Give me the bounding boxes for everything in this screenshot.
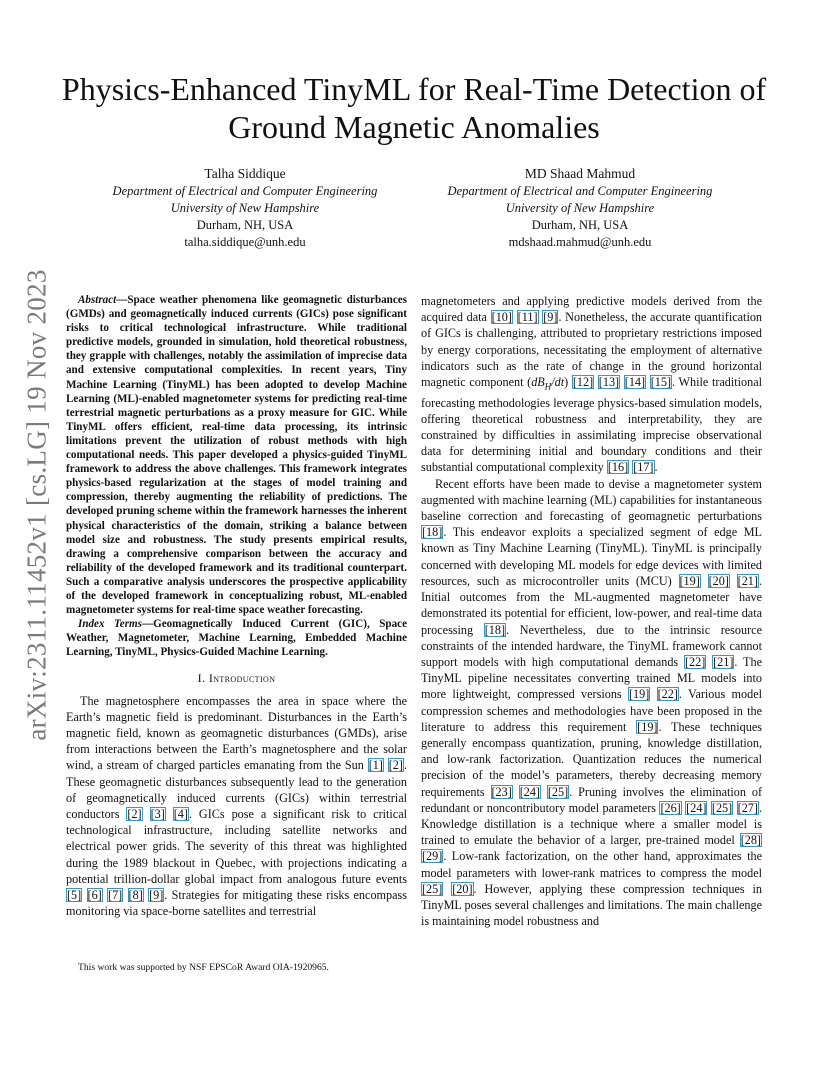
funding-footnote: This work was supported by NSF EPSCoR Award OIA-1920965.: [78, 962, 329, 973]
citation-link[interactable]: [2]: [127, 807, 142, 822]
citation-link[interactable]: [3]: [150, 807, 165, 822]
text-run: [166, 807, 173, 821]
citation-link[interactable]: [14]: [624, 375, 646, 390]
citation-link[interactable]: [15]: [650, 375, 672, 390]
author-university: University of New Hampshire: [505, 201, 655, 215]
text-run: . However, applying these compression techniques in TinyML poses several challenges and limitations. The main challenge is maintaining model robustness and: [421, 881, 762, 929]
citation-link[interactable]: [23]: [491, 784, 512, 799]
text-run: [541, 785, 547, 799]
author-department: Department of Electrical and Computer Engineering: [112, 184, 378, 198]
text-run: . GICs pose a significant risk to critical technological infrastructure, including satellite networks and electrical power grids. The severity of this threat was highlighted during the 1989 blackout in Quebec, with projections indicating a potential trillion-dollar global impact from analogous future events: [66, 807, 408, 886]
citation-link[interactable]: [11]: [517, 310, 538, 325]
text-run: . Nonetheless, the accurate quantification of GICs is challenging, attributed to proprietary restrictions imposed by energy corporations, necessitating the employment of alternative indicators such as the rate of change in the ground horizontal magnetic component (: [421, 310, 763, 390]
text-run: [513, 785, 519, 799]
section-heading: [66, 670, 407, 686]
math-symbol: dB: [531, 375, 545, 390]
citation-link[interactable]: [20]: [708, 573, 729, 588]
citation-link[interactable]: [10]: [491, 310, 512, 325]
citation-link[interactable]: [18]: [422, 525, 443, 540]
text-run: . While traditional forecasting methodologies leverage physics-based simulation models, offering theoretical robustness and interpretability, they are constrained by difficulties in assimilating imprecise observational data for determining initial and boundary conditions and their substantial computational complexity: [421, 375, 763, 475]
citation-link[interactable]: [7]: [108, 888, 123, 903]
citation-link[interactable]: [6]: [87, 888, 102, 903]
text-run: . These geomagnetic disturbances subsequently lead to the generation of geomagnetically induced currents (GICs) within terrestrial conductors: [66, 758, 407, 822]
section-title: Introduction: [208, 671, 276, 686]
citation-link[interactable]: [1]: [368, 758, 383, 773]
text-run: . This endeavor exploits a specialized segment of edge ML known as Tiny Machine Learning (TinyML). TinyML is principally concerned with developing ML models for edge devices with limited resources, such as microcontroller units (MCU): [421, 525, 762, 588]
citation-link[interactable]: [4]: [173, 807, 188, 822]
citation-link[interactable]: [24]: [686, 800, 707, 815]
author-name: Talha Siddique: [204, 166, 286, 181]
author-email[interactable]: talha.siddique@unh.edu: [184, 235, 306, 249]
text-run: . Pruning involves the elimination of redundant or noncontributory model parameters: [421, 784, 763, 815]
author-block-2: [420, 165, 740, 251]
citation-link[interactable]: [2]: [388, 758, 403, 773]
text-run: . Strategies for mitigating these risks encompass monitoring via space-borne satellites and terrestrial: [66, 888, 408, 919]
text-run: magnetometers and applying predictive models derived from the acquired data: [421, 294, 762, 325]
abstract-label: Abstract: [78, 294, 117, 306]
abstract: [66, 293, 407, 617]
right-column: [421, 293, 762, 929]
citation-link[interactable]: [18]: [484, 622, 506, 637]
citation-link[interactable]: [25]: [711, 800, 733, 815]
paper-title: Physics-Enhanced TinyML for Real-Time Detection of Ground Magnetic Anomalies: [61, 71, 767, 145]
citation-link[interactable]: [9]: [543, 310, 558, 325]
author-name: MD Shaad Mahmud: [524, 166, 636, 181]
text-run: . These techniques generally encompass quantization, pruning, knowledge distillation, and low-rank factorization. Quantization reduces the numerical precision of the model’s parameters, thereby decreasing memory requirements: [421, 719, 762, 799]
citation-link[interactable]: [28]: [740, 833, 761, 848]
intro-paragraph-1-continued: [421, 293, 762, 476]
author-block-1: [80, 165, 410, 251]
arxiv-identifier: arXiv:2311.11452v1 [cs.LG] 19 Nov 2023: [21, 269, 52, 741]
text-run: . Low-rank factorization, on the other hand, approximates the model parameters with lower-rank matrices to compress the model: [421, 849, 762, 880]
left-column: [66, 293, 407, 919]
citation-link[interactable]: [17]: [633, 460, 654, 475]
author-location: Durham, NH, USA: [196, 218, 294, 232]
citation-link[interactable]: [25]: [547, 784, 569, 799]
citation-link[interactable]: [25]: [422, 881, 443, 896]
index-terms-text: —Geomagnetically Induced Current (GIC), Space Weather, Magnetometer, Machine Learning, Embedded Machine Learning, TinyML, Physics-Guided Machine Learning.: [66, 618, 407, 659]
text-run: [82, 888, 86, 902]
text-run: . Various model compression schemes and methodologies have been proposed in the literature to address this requirement: [421, 687, 762, 734]
citation-link[interactable]: [26]: [660, 800, 681, 815]
intro-paragraph-1: [66, 693, 407, 920]
text-run: . The TinyML pipeline necessitates converting trained ML models into more lightweight, compressed versions: [421, 654, 763, 702]
text-run: . Initial outcomes from the ML-augmented magnetometer have demonstrated its potential for efficient, low-power, and real-time data processing: [421, 573, 763, 637]
text-run: The magnetosphere encompasses the area in space where the Earth’s magnetic field is predominant. Disturbances in the Earth’s magnetic field, known as geomagnetic disturbances (GMDs), arise from interactions between the Earth’s magnetosphere and the solar wind, a stream of charged particles emanating from the Sun: [66, 693, 407, 773]
text-run: .: [654, 460, 658, 475]
text-run: [123, 888, 127, 902]
citation-link[interactable]: [9]: [149, 888, 164, 903]
author-department: Department of Electrical and Computer Engineering: [447, 184, 713, 198]
index-terms-label: Index Terms: [78, 618, 142, 631]
abstract-text: —Space weather phenomena like geomagnetic disturbances (GMDs) and geomagnetically induced currents (GICs) pose significant risks to critical technological infrastructure. While traditional predictive models, grounded in simulation, hold theoretical robustness, they grapple with challenges, notably the assimilation of imprecise data and extensive computational complexities. In recent years, Tiny Machine Learning (TinyML) has been adopted to develop Machine Learning (ML)-enabled magnetometer systems for predicting real-time terrestrial magnetic perturbations as a proxy measure for GIC. While TinyML offers efficient, real-time data processing, its intrinsic limitations prevent the utilization of robust methods with high computational needs. This paper developed a physics-guided TinyML framework to address the above challenges. This framework integrates physics-based regularization at the stages of model training and compression, thereby augmenting the reliability of predictions. The developed pruning scheme within the framework harnesses the inherent physical characteristics of the domain, striking a balance between model size and robustness. The study presents empirical results, drawing a comprehensive comparison between the accuracy and reliability of the developed framework and its traditional counterpart. Such a comparative analysis underscores the prospective applicability of the developed framework in conceptualizing robust, ML-enabled magnetometer systems for real-time space weather forecasting.: [66, 294, 407, 617]
citation-link[interactable]: [19]: [628, 687, 650, 702]
citation-link[interactable]: [21]: [737, 573, 758, 588]
text-run: . Knowledge distillation is a technique where a smaller model is trained to emulate the behavior of a larger, pre-trained model: [421, 800, 762, 848]
text-run: . Nevertheless, due to the intrinsic resource constraints of the intended hardware, the TinyML framework cannot support models with high computational demands: [421, 622, 762, 669]
citation-link[interactable]: [5]: [67, 888, 82, 903]
text-run: [143, 807, 150, 821]
citation-link[interactable]: [13]: [598, 375, 620, 390]
section-number: I.: [197, 671, 206, 686]
citation-link[interactable]: [19]: [679, 573, 700, 588]
author-university: University of New Hampshire: [170, 201, 320, 215]
citation-link[interactable]: [22]: [657, 687, 678, 702]
math-subscript: H: [544, 381, 552, 392]
citation-link[interactable]: [24]: [519, 784, 540, 799]
text-run: [650, 687, 656, 701]
arxiv-identifier-stamp: [20, 269, 54, 741]
text-run: [730, 574, 737, 588]
citation-link[interactable]: [21]: [713, 654, 734, 669]
math-symbol: /dt: [551, 375, 565, 390]
citation-link[interactable]: [16]: [607, 460, 629, 475]
intro-paragraph-2: [421, 476, 762, 930]
citation-link[interactable]: [8]: [128, 888, 143, 903]
author-email[interactable]: mdshaad.mahmud@unh.edu: [508, 235, 652, 249]
text-run: [701, 574, 708, 588]
citation-link[interactable]: [22]: [684, 654, 706, 669]
citation-link[interactable]: [12]: [572, 375, 594, 390]
citation-link[interactable]: [19]: [637, 719, 658, 734]
citation-link[interactable]: [20]: [452, 881, 473, 896]
citation-link[interactable]: [29]: [422, 849, 443, 864]
text-run: Recent efforts have been made to devise a magnetometer system augmented with machine learning (ML) capabilities for instantaneous baseline correction and forecasting of geomagnetic perturbations: [421, 476, 762, 524]
text-run: ): [564, 375, 572, 390]
author-location: Durham, NH, USA: [531, 218, 629, 232]
citation-link[interactable]: [27]: [737, 800, 758, 815]
index-terms: [66, 617, 407, 659]
